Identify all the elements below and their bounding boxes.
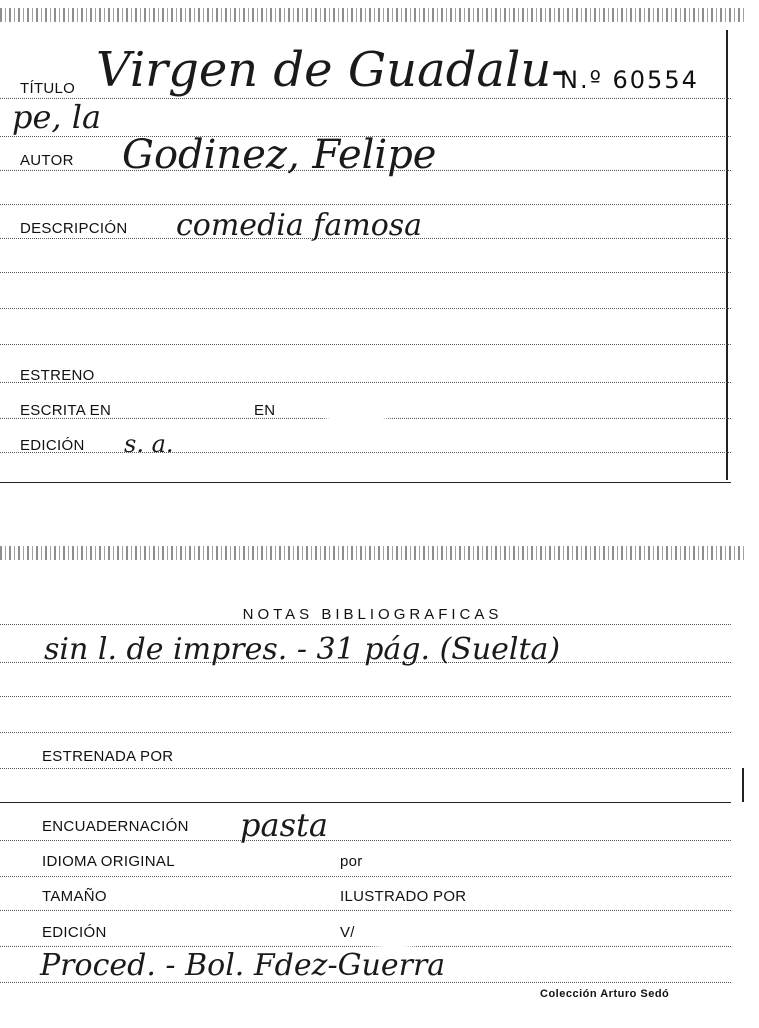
descripcion-label: DESCRIPCIÓN — [20, 220, 128, 237]
titulo-label: TÍTULO — [20, 80, 76, 97]
rule — [0, 768, 731, 769]
card-number: N.º 60554 — [560, 66, 699, 94]
torn-edge — [0, 8, 745, 22]
rule — [0, 624, 731, 625]
encuadernacion-value: pasta — [240, 806, 328, 844]
titulo-continuation: pe, la — [12, 98, 102, 136]
edicion-label: EDICIÓN — [42, 924, 107, 941]
rule — [0, 946, 731, 947]
rule — [0, 840, 731, 841]
rule — [0, 98, 731, 99]
rule — [0, 344, 731, 345]
estrenada-por-label: ESTRENADA POR — [42, 748, 174, 765]
notas-value: sin l. de impres. - 31 pág. (Suelta) — [44, 632, 561, 667]
en-label: EN — [254, 402, 276, 419]
coleccion-signature: Colección Arturo Sedó — [540, 988, 670, 1000]
rule — [0, 272, 731, 273]
descripcion-value: comedia famosa — [176, 208, 423, 243]
titulo-value: Virgen de Guadalu- — [96, 42, 568, 98]
catalog-card-top — [0, 0, 745, 492]
rule — [0, 382, 731, 383]
escrita-en-label: ESCRITA EN — [20, 402, 112, 419]
tamano-label: TAMAÑO — [42, 888, 107, 905]
proced-value: Proced. - Bol. Fdez-Guerra — [40, 948, 446, 983]
edicion-value: s. a. — [124, 430, 174, 458]
ilustrado-label: ILUSTRADO POR — [340, 888, 467, 905]
encuadernacion-label: ENCUADERNACIÓN — [42, 818, 189, 835]
estreno-label: ESTRENO — [20, 367, 95, 384]
notas-title: NOTAS BIBLIOGRAFICAS — [242, 606, 503, 623]
va-label: V/ — [340, 924, 355, 941]
idioma-label: IDIOMA ORIGINAL — [42, 853, 175, 870]
autor-label: AUTOR — [20, 152, 74, 169]
erased-mark — [330, 398, 382, 434]
rule — [0, 876, 731, 877]
autor-value: Godinez, Felipe — [122, 132, 437, 178]
rule — [0, 308, 731, 309]
rule — [0, 482, 731, 483]
rule — [0, 802, 731, 803]
rule — [0, 452, 731, 453]
edicion-label: EDICIÓN — [20, 437, 85, 454]
card-right-edge — [742, 768, 744, 802]
rule — [0, 732, 731, 733]
rule — [0, 204, 731, 205]
torn-edge — [0, 546, 745, 560]
erased-mark — [372, 918, 416, 948]
catalog-card-bottom — [0, 540, 745, 1020]
rule — [0, 910, 731, 911]
rule — [0, 696, 731, 697]
por-label: por — [340, 853, 363, 870]
